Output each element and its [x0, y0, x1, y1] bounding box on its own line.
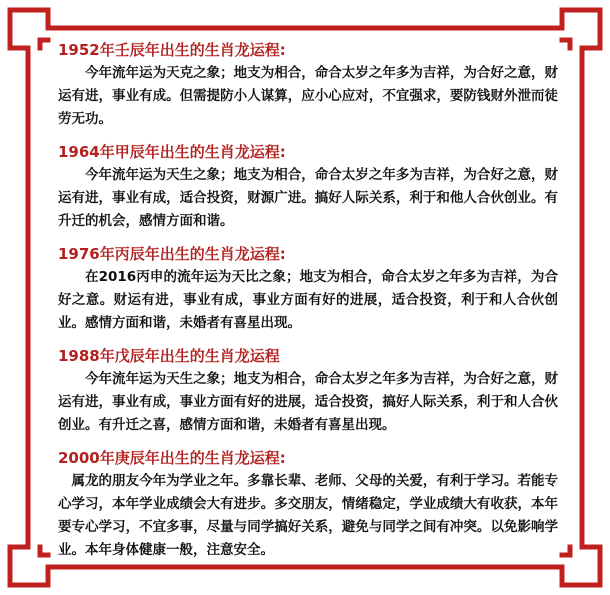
section-heading: 1988年戊辰年出生的生肖龙运程: [58, 347, 280, 365]
section-body: 今年流年运为天克之象；地支为相合，命合太岁之年多为吉祥，为合好之意，财运有进，事业有成。但需提防小人谋算，应小心应对，不宜强求，要防钱财外泄而徒劳无功。: [58, 65, 558, 127]
section-heading: 1964年甲辰年出生的生肖龙运程:: [58, 143, 286, 161]
section-heading: 1976年丙辰年出生的生肖龙运程:: [58, 245, 286, 263]
section-1964: [58, 141, 558, 233]
section-1988: [58, 345, 558, 437]
section-heading: 2000年庚辰年出生的生肖龙运程:: [58, 449, 286, 467]
section-heading: 1952年壬辰年出生的生肖龙运程:: [58, 41, 286, 59]
section-1976: [58, 243, 558, 335]
section-body: 属龙的朋友今年为学业之年。多靠长辈、老师、父母的关爱，有利于学习。若能专心学习，本年学业成绩会大有进步。多交朋友，情绪稳定，学业成绩大有收获，本年要专心学习，不宜多事，尽量与同学搞好关系，避免与同学之间有冲突。以免影响学业。本年身体健康一般，注意安全。: [58, 473, 558, 558]
section-body: 今年流年运为天生之象；地支为相合，命合太岁之年多为吉祥，为合好之意，财运有进，事业有成，事业方面有好的进展，适合投资，搞好人际关系，利于和人合伙创业。有升迁之喜，感情方面和谐，未婚者有喜星出现。: [58, 371, 558, 433]
section-body: 今年流年运为天生之象；地支为相合，命合太岁之年多为吉祥，为合好之意，财运有进，事业有成，适合投资，财源广进。搞好人际关系，利于和他人合伙创业。有升迁的机会，感情方面和谐。: [58, 167, 558, 229]
section-2000: [58, 447, 558, 562]
section-body: 在2016丙申的流年运为天比之象；地支为相合，命合太岁之年多为吉祥，为合好之意。财运有进，事业有成，事业方面有好的进展，适合投资，利于和人合伙创业。感情方面和谐，未婚者有喜星出现。: [58, 269, 558, 331]
article: [58, 39, 558, 572]
section-1952: [58, 39, 558, 131]
